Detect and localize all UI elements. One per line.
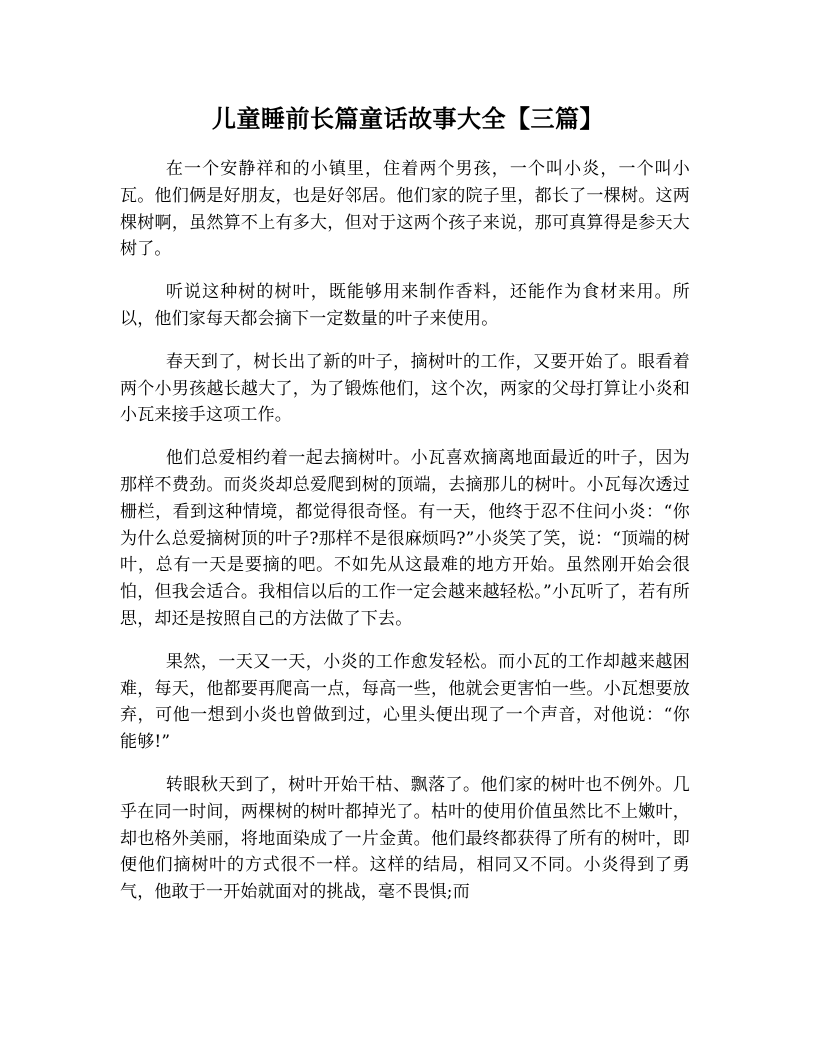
paragraph-3: 春天到了，树长出了新的叶子，摘树叶的工作，又要开始了。眼看着两个小男孩越长越大了，为了锻炼他们，这个次，两家的父母打算让小炎和小瓦来接手这项工作。 (120, 351, 690, 426)
paragraph-6: 转眼秋天到了，树叶开始干枯、飘落了。他们家的树叶也不例外。几乎在同一时间，两棵树的树叶都掉光了。枯叶的使用价值虽然比不上嫩叶，却也格外美丽，将地面染成了一片金黄。他们最终都获得了所有的树叶，即便他们摘树叶的方式很不一样。这样的结局，相同又不同。小炎得到了勇气，他敢于一开始就面对的挑战，毫不畏惧;而 (120, 774, 690, 903)
paragraph-2: 听说这种树的树叶，既能够用来制作香料，还能作为食材来用。所以，他们家每天都会摘下一定数量的叶子来使用。 (120, 282, 690, 329)
document-title: 儿童睡前长篇童话故事大全【三篇】 (212, 105, 604, 133)
paragraph-4: 他们总爱相约着一起去摘树叶。小瓦喜欢摘离地面最近的叶子，因为那样不费劲。而炎炎却总爱爬到树的顶端，去摘那儿的树叶。小瓦每次透过栅栏，看到这种情境，都觉得很奇怪。有一天，他终于忍不住问小炎：“你为什么总爱摘树顶的叶子?那样不是很麻烦吗?”小炎笑了笑，说：“顶端的树叶，总有一天是要摘的吧。不如先从这最难的地方开始。虽然刚开始会很怕，但我会适合。我相信以后的工作一定会越来越轻松。”小瓦听了，若有所思，却还是按照自己的方法做了下去。 (120, 448, 690, 629)
paragraph-5: 果然，一天又一天，小炎的工作愈发轻松。而小瓦的工作却越来越困难，每天，他都要再爬高一点，每高一些，他就会更害怕一些。小瓦想要放弃，可他一想到小炎也曾做到过，心里头便出现了一个声音，对他说：“你能够!” (120, 651, 690, 753)
paragraph-1: 在一个安静祥和的小镇里，住着两个男孩，一个叫小炎，一个叫小瓦。他们俩是好朋友，也是好邻居。他们家的院子里，都长了一棵树。这两棵树啊，虽然算不上有多大，但对于这两个孩子来说，那可真算得是参天大树了。 (120, 159, 690, 260)
document-body (120, 156, 690, 922)
